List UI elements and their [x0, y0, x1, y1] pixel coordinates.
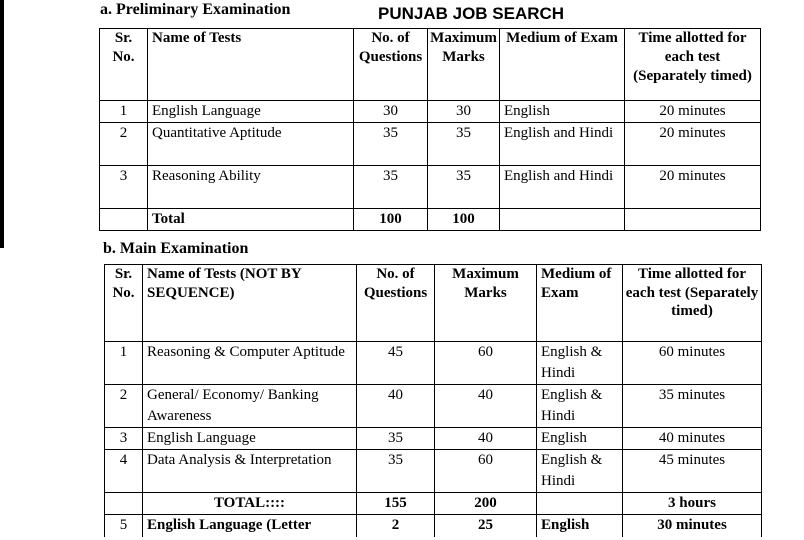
medium-cell: English and Hindi	[500, 123, 625, 166]
time-cell: 35 minutes	[623, 385, 762, 428]
main-header-row	[105, 265, 762, 342]
sr-cell: 2	[100, 123, 148, 166]
test-name-cell: Quantitative Aptitude	[148, 123, 354, 166]
prelim-table	[99, 28, 761, 231]
total-time: 3 hours	[623, 493, 762, 515]
sr-cell: 3	[100, 166, 148, 209]
test-name-cell: General/ Economy/ Banking Awareness	[143, 385, 357, 428]
main-table	[104, 264, 762, 537]
table-row	[100, 101, 761, 123]
left-margin-bar	[0, 0, 4, 248]
time-cell: 60 minutes	[623, 342, 762, 385]
medium-cell: English	[537, 515, 623, 537]
time-cell: 20 minutes	[625, 166, 761, 209]
questions-cell: 35	[354, 123, 428, 166]
header-sr: Sr. No.	[100, 29, 148, 101]
time-cell: 20 minutes	[625, 123, 761, 166]
header-name: Name of Tests (NOT BY SEQUENCE)	[143, 265, 357, 342]
questions-cell: 35	[357, 450, 435, 493]
prelim-header-row	[100, 29, 761, 101]
sr-cell: 5	[105, 515, 143, 537]
marks-cell: 35	[428, 166, 500, 209]
sr-cell: 2	[105, 385, 143, 428]
time-cell: 30 minutes	[623, 515, 762, 537]
header-marks: Maximum Marks	[428, 29, 500, 101]
questions-cell: 35	[357, 428, 435, 450]
table-row	[105, 428, 762, 450]
marks-cell: 30	[428, 101, 500, 123]
table-row	[105, 515, 762, 537]
marks-cell: 35	[428, 123, 500, 166]
main-heading: b. Main Examination	[103, 240, 249, 257]
test-name-cell: English Language	[148, 101, 354, 123]
total-questions: 155	[357, 493, 435, 515]
questions-cell: 40	[357, 385, 435, 428]
questions-cell: 35	[354, 166, 428, 209]
header-questions: No. of Questions	[354, 29, 428, 101]
sr-cell: 4	[105, 450, 143, 493]
prelim-total-row	[100, 209, 761, 231]
header-medium: Medium of Exam	[500, 29, 625, 101]
header-name: Name of Tests	[148, 29, 354, 101]
marks-cell: 60	[435, 342, 537, 385]
test-name-cell: Reasoning & Computer Aptitude	[143, 342, 357, 385]
main-total-row	[105, 493, 762, 515]
sr-cell: 1	[100, 101, 148, 123]
questions-cell: 2	[357, 515, 435, 537]
medium-cell: English and Hindi	[500, 166, 625, 209]
medium-cell: English	[500, 101, 625, 123]
total-label: TOTAL::::	[143, 493, 357, 515]
medium-cell: English & Hindi	[537, 385, 623, 428]
time-cell: 45 minutes	[623, 450, 762, 493]
total-questions: 100	[354, 209, 428, 231]
header-sr: Sr. No.	[105, 265, 143, 342]
test-name-cell: English Language (Letter	[143, 515, 357, 537]
marks-cell: 40	[435, 385, 537, 428]
questions-cell: 45	[357, 342, 435, 385]
header-time: Time allotted for each test (Separately timed)	[623, 265, 762, 342]
time-cell: 20 minutes	[625, 101, 761, 123]
medium-cell: English & Hindi	[537, 450, 623, 493]
medium-cell: English & Hindi	[537, 342, 623, 385]
test-name-cell: Data Analysis & Interpretation	[143, 450, 357, 493]
marks-cell: 25	[435, 515, 537, 537]
test-name-cell: English Language	[143, 428, 357, 450]
header-medium: Medium of Exam	[537, 265, 623, 342]
table-row	[105, 342, 762, 385]
total-marks: 200	[435, 493, 537, 515]
watermark-text: PUNJAB JOB SEARCH	[378, 4, 565, 23]
header-questions: No. of Questions	[357, 265, 435, 342]
total-label: Total	[148, 209, 354, 231]
header-time: Time allotted for each test (Separately timed)	[625, 29, 761, 101]
questions-cell: 30	[354, 101, 428, 123]
sr-cell: 1	[105, 342, 143, 385]
table-row	[100, 123, 761, 166]
table-row	[100, 166, 761, 209]
medium-cell: English	[537, 428, 623, 450]
sr-cell: 3	[105, 428, 143, 450]
prelim-heading: a. Preliminary Examination	[100, 1, 291, 18]
table-row	[105, 385, 762, 428]
marks-cell: 60	[435, 450, 537, 493]
marks-cell: 40	[435, 428, 537, 450]
total-marks: 100	[428, 209, 500, 231]
header-marks: Maximum Marks	[435, 265, 537, 342]
table-row	[105, 450, 762, 493]
time-cell: 40 minutes	[623, 428, 762, 450]
test-name-cell: Reasoning Ability	[148, 166, 354, 209]
